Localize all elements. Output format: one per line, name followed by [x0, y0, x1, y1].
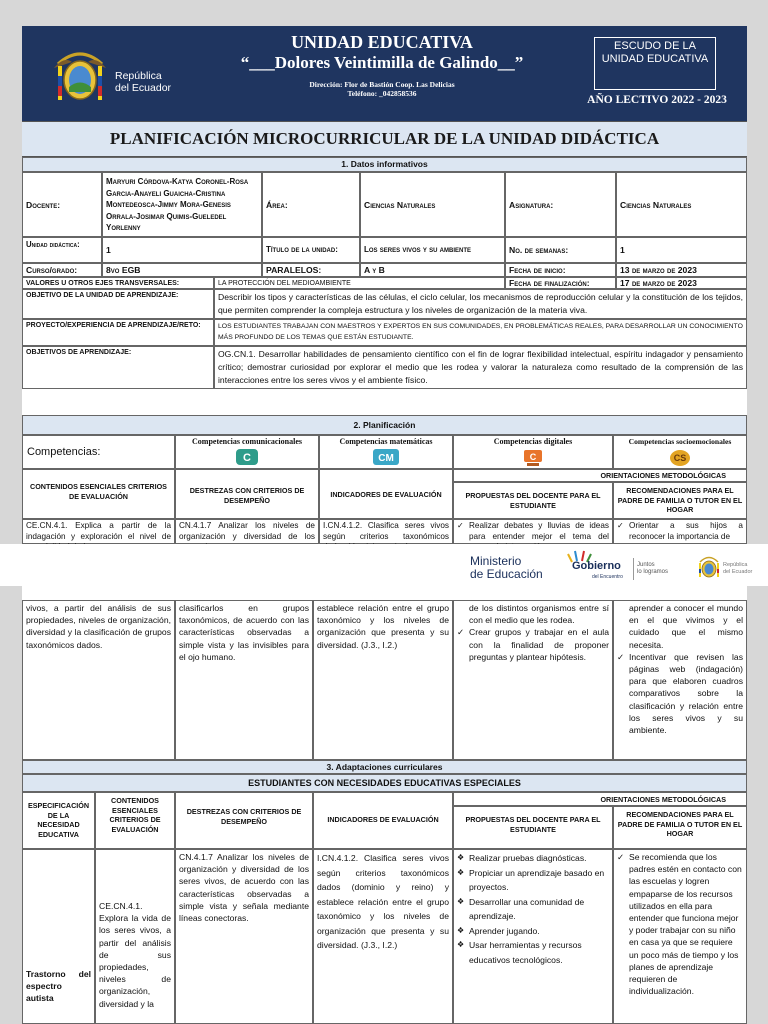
propuesta-item: ❖ Realizar pruebas diagnósticas.	[457, 851, 609, 866]
section-2-header: 2. Planificación	[22, 415, 747, 435]
propuesta-item: ❖ Propiciar un aprendizaje basado en proyectos.	[457, 866, 609, 895]
section-3-subtitle: ESTUDIANTES CON NECESIDADES EDUCATIVAS ESPECIALES	[22, 774, 747, 792]
fin-label: Fecha de finalización:	[505, 277, 616, 289]
semanas-value: 1	[616, 237, 747, 263]
digital-icon	[523, 449, 543, 467]
curso-value: 8vo EGB	[102, 263, 262, 277]
comp-matematica-label: Competencias matemáticas	[339, 437, 433, 446]
row2-propuesta-cont: de los distintos organismos entre sí con el medio que les rodea.	[469, 603, 609, 626]
logramos-text: lo logramos	[637, 569, 669, 575]
row1-recomendaciones	[613, 519, 747, 544]
svg-text:CS: CS	[673, 453, 687, 463]
republica-small-text: República	[723, 562, 748, 568]
section-1-header: 1. Datos informativos	[22, 157, 747, 172]
comunicacional-icon	[236, 449, 258, 465]
propuesta-item: ❖ Usar herramientas y recursos educativos tecnológicos.	[457, 938, 609, 967]
republica-small	[723, 562, 752, 575]
school-address	[177, 80, 587, 98]
row2-contenidos: vivos, a partir del análisis de sus propiedades, niveles de organización, diversidad y la clasificación de grupos taxonómicos dados.	[22, 600, 175, 760]
recomendaciones-3-value	[613, 849, 747, 1024]
row1-indicadores: I.CN.4.1.2. Clasifica seres vivos según criterios taxonómicos	[319, 519, 453, 544]
phone-text: Teléfono: _042858536	[347, 89, 417, 98]
area-label: Área:	[262, 172, 360, 237]
asignatura-value: Ciencias Naturales	[616, 172, 747, 237]
row1-recomendacion-item: ✓ Orientar a sus hijos a reconocer la importancia de	[617, 521, 743, 542]
row2-recomendaciones	[613, 600, 747, 760]
page-one	[22, 26, 747, 544]
row2-recomendacion-item: ✓ Incentivar que revisen las páginas web (indagación) para que elaboren cuadros comparativos sobre la clasificación y relación entre los seres vivos y su ambiente.	[617, 651, 743, 736]
header-contenidos: CONTENIDOS ESENCIALES CRITERIOS DE EVALUACIÓN	[22, 469, 175, 519]
ecuador-small-text: del Ecuador	[723, 568, 753, 575]
document-title: PLANIFICACIÓN MICROCURRICULAR DE LA UNIDAD DIDÁCTICA	[22, 121, 747, 157]
gobierno-text: Gobierno	[572, 560, 621, 572]
docente-label: Docente:	[22, 172, 102, 237]
area-value: Ciencias Naturales	[360, 172, 505, 237]
school-year: AÑO LECTIVO 2022 - 2023	[587, 94, 727, 106]
unidad-label: Unidad didáctica:	[22, 237, 102, 263]
titulo-value: Los seres vivos y su ambiente	[360, 237, 505, 263]
header-propuestas-3: PROPUESTAS DEL DOCENTE PARA EL ESTUDIANTE	[453, 806, 613, 849]
matematica-icon	[373, 449, 399, 465]
row2-propuesta-item: ✓ Crear grupos y trabajar en el aula con la finalidad de proponer preguntas y plantear hipótesis.	[457, 626, 609, 663]
valores-label: VALORES U OTROS EJES TRANSVERSALES:	[22, 277, 214, 289]
competencias-label: Competencias:	[22, 435, 175, 469]
header-indicadores: INDICADORES DE EVALUACIÓN	[319, 469, 453, 519]
header-indicadores-3: INDICADORES DE EVALUACIÓN	[313, 792, 453, 849]
paralelos-label: PARALELOS:	[262, 263, 360, 277]
juntos-logo	[637, 562, 668, 576]
indicadores-3-value: I.CN.4.1.2. Clasifica seres vivos según criterios taxonómicos dados (dominio y reino) y establece relación entre el grupo taxonómico y los niveles de organización que presenta y su diversidad. (J.3., I.2.)	[313, 849, 453, 1024]
inicio-label: Fecha de inicio:	[505, 263, 616, 277]
header-orientaciones-3: ORIENTACIONES METODOLÓGICAS	[453, 792, 747, 806]
address-text: Dirección: Flor de Bastión Coop. Las Delicias	[309, 80, 455, 89]
section-3-header: 3. Adaptaciones curriculares	[22, 760, 747, 774]
educacion-text: de Educación	[470, 567, 543, 581]
proyecto-label: PROYECTO/EXPERIENCIA DE APRENDIZAJE/RETO:	[22, 319, 214, 346]
objetivo-value: Describir los tipos y características de las células, el ciclo celular, los mecanismos de reproducción celular y la constitución de los tejidos, que permiten comprender la compleja estructura y los niveles de organización de la materia viva.	[214, 289, 747, 319]
juntos-text: Juntos	[637, 562, 655, 568]
competencia-matematica	[319, 435, 453, 469]
docente-value: Maryuri Córdova-Katya Coronel-Rosa Garcia-Anayeli Guaicha-Cristina Montedeosca-Jimmy Mora-Genesis Orrala-Josimar Quimis-Gueledel Yorlenny	[102, 172, 262, 237]
ecuador-text: del Ecuador	[115, 82, 172, 94]
school-type: UNIDAD EDUCATIVA	[291, 32, 473, 52]
valores-value: LA PROTECCIÓN DEL MEDIOAMBIENTE	[214, 277, 505, 289]
necesidad-value: Trastorno del espectro autista	[22, 849, 95, 1024]
svg-text:CM: CM	[378, 453, 394, 464]
propuesta-item: ❖ Aprender jugando.	[457, 924, 609, 939]
logo-separator	[633, 558, 634, 580]
row1-contenidos: CE.CN.4.1. Explica a partir de la indagación y exploración el nivel de	[22, 519, 175, 544]
header-recomendaciones-3: RECOMENDACIONES PARA EL PADRE DE FAMILIA O TUTOR EN EL HOGAR	[613, 806, 747, 849]
escudo-placeholder: ESCUDO DE LA UNIDAD EDUCATIVA	[594, 37, 716, 90]
header-orientaciones: ORIENTACIONES METODOLÓGICAS	[453, 469, 747, 482]
destrezas-3-value: CN.4.1.7 Analizar los niveles de organización y diversidad de los seres vivos, de acuerdo con las características observadas a simple vista y señala mediante líneas conectoras.	[175, 849, 313, 1024]
republica-text: República	[115, 70, 162, 82]
row2-recomendacion-cont: aprender a conocer el mundo en el que vivimos y el cuidado que el mismo necesita.	[629, 603, 743, 650]
asignatura-label: Asignatura:	[505, 172, 616, 237]
comp-digital-label: Competencias digitales	[493, 437, 573, 446]
school-banner	[22, 26, 747, 121]
comp-socioemocional-label: Competencias socioemocionales	[628, 437, 732, 446]
svg-text:C: C	[243, 452, 251, 464]
proyecto-value: LOS ESTUDIANTES TRABAJAN CON MAESTROS Y EXPERTOS EN SUS COMUNIDADES, EN PROBLEMÁTICAS REALES, PARA DESARROLLAR UN CONOCIMIENTO MÁS PROFUNDO DE LOS TEMAS QUE ESTÁN ESTUDIANTE.	[214, 319, 747, 346]
inicio-value: 13 de marzo de 2023	[616, 263, 747, 277]
objetivos-label: OBJETIVOS DE APRENDIZAJE:	[22, 346, 214, 389]
school-name: “___Dolores Veintimilla de Galindo__”	[240, 53, 524, 72]
row2-propuestas	[453, 600, 613, 760]
row1-propuestas	[453, 519, 613, 544]
propuesta-item: ❖ Desarrollar una comunidad de aprendizaje.	[457, 895, 609, 924]
svg-text:C: C	[529, 452, 537, 462]
ecuador-seal-small-icon	[697, 553, 721, 581]
comp-comunicacional-label: Competencias comunicacionales	[192, 437, 302, 446]
contenidos-3-value: CE.CN.4.1. Explora la vida de los seres vivos, a partir del análisis de sus propiedades, niveles de organización, diversidad y la	[95, 849, 175, 1024]
fin-value: 17 de marzo de 2023	[616, 277, 747, 289]
row2-destrezas: clasificarlos en grupos taxonómicos, de acuerdo con las características observadas a simple vista y las invisibles para el ojo humano.	[175, 600, 313, 760]
page-two	[22, 586, 747, 1024]
row1-destrezas: CN.4.1.7 Analizar los niveles de organización y diversidad de los	[175, 519, 319, 544]
titulo-label: Título de la unidad:	[262, 237, 360, 263]
objetivo-label: OBJETIVO DE LA UNIDAD DE APRENDIZAJE:	[22, 289, 214, 319]
ecuador-seal-icon	[50, 42, 110, 110]
row1-propuesta-item: ✓ Realizar debates y lluvias de ideas para entender mejor el tema del	[457, 521, 609, 553]
header-contenidos-3: CONTENIDOS ESENCIALES CRITERIOS DE EVALUACIÓN	[95, 792, 175, 849]
curso-label: Curso/grado:	[22, 263, 102, 277]
competencia-comunicacional	[175, 435, 319, 469]
header-propuestas: PROPUESTAS DEL DOCENTE PARA EL ESTUDIANTE	[453, 482, 613, 519]
socioemocional-icon	[669, 449, 691, 467]
row2-indicadores: establece relación entre el grupo taxonómico y los niveles de organización que presenta y su diversidad. (J.3., I.2.)	[313, 600, 453, 760]
header-destrezas-3: DESTREZAS CON CRITERIOS DE DESEMPEÑO	[175, 792, 313, 849]
competencia-socioemocional	[613, 435, 747, 469]
header-especificacion: ESPECIFICACIÓN DE LA NECESIDAD EDUCATIVA	[22, 792, 95, 849]
header-destrezas: DESTREZAS CON CRITERIOS DE DESEMPEÑO	[175, 469, 319, 519]
encuentro-text: del Encuentro	[592, 574, 623, 580]
competencia-digital	[453, 435, 613, 469]
paralelos-value: A y B	[360, 263, 505, 277]
objetivos-value: OG.CN.1. Desarrollar habilidades de pensamiento científico con el fin de lograr flexibilidad intelectual, espíritu indagador y pensamiento crítico; demostrar curiosidad por explorar el medio que les rodea y valorar la naturaleza como resultado de la comprensión de las interacciones entre los seres vivos y el ambiente físico.	[214, 346, 747, 389]
spacer	[22, 391, 28, 393]
semanas-label: No. de semanas:	[505, 237, 616, 263]
unidad-value: 1	[102, 237, 262, 263]
header-recomendaciones: RECOMENDACIONES PARA EL PADRE DE FAMILIA O TUTOR EN EL HOGAR	[613, 482, 747, 519]
ministerio-text: Ministerio	[470, 554, 522, 568]
ministerio-logo	[470, 555, 543, 581]
propuestas-3-value	[453, 849, 613, 1024]
republica-label	[115, 70, 171, 94]
recomendacion-item: ✓ Se recomienda que los padres estén en contacto con las escuelas y logren empaparse de los recursos utilizados en ella para entender que funciona mejor y poder trabajar con su niño en casa ya que se requiere un poco más de tiempo y los planes de aprendizaje requieren de individualización.	[617, 851, 743, 997]
